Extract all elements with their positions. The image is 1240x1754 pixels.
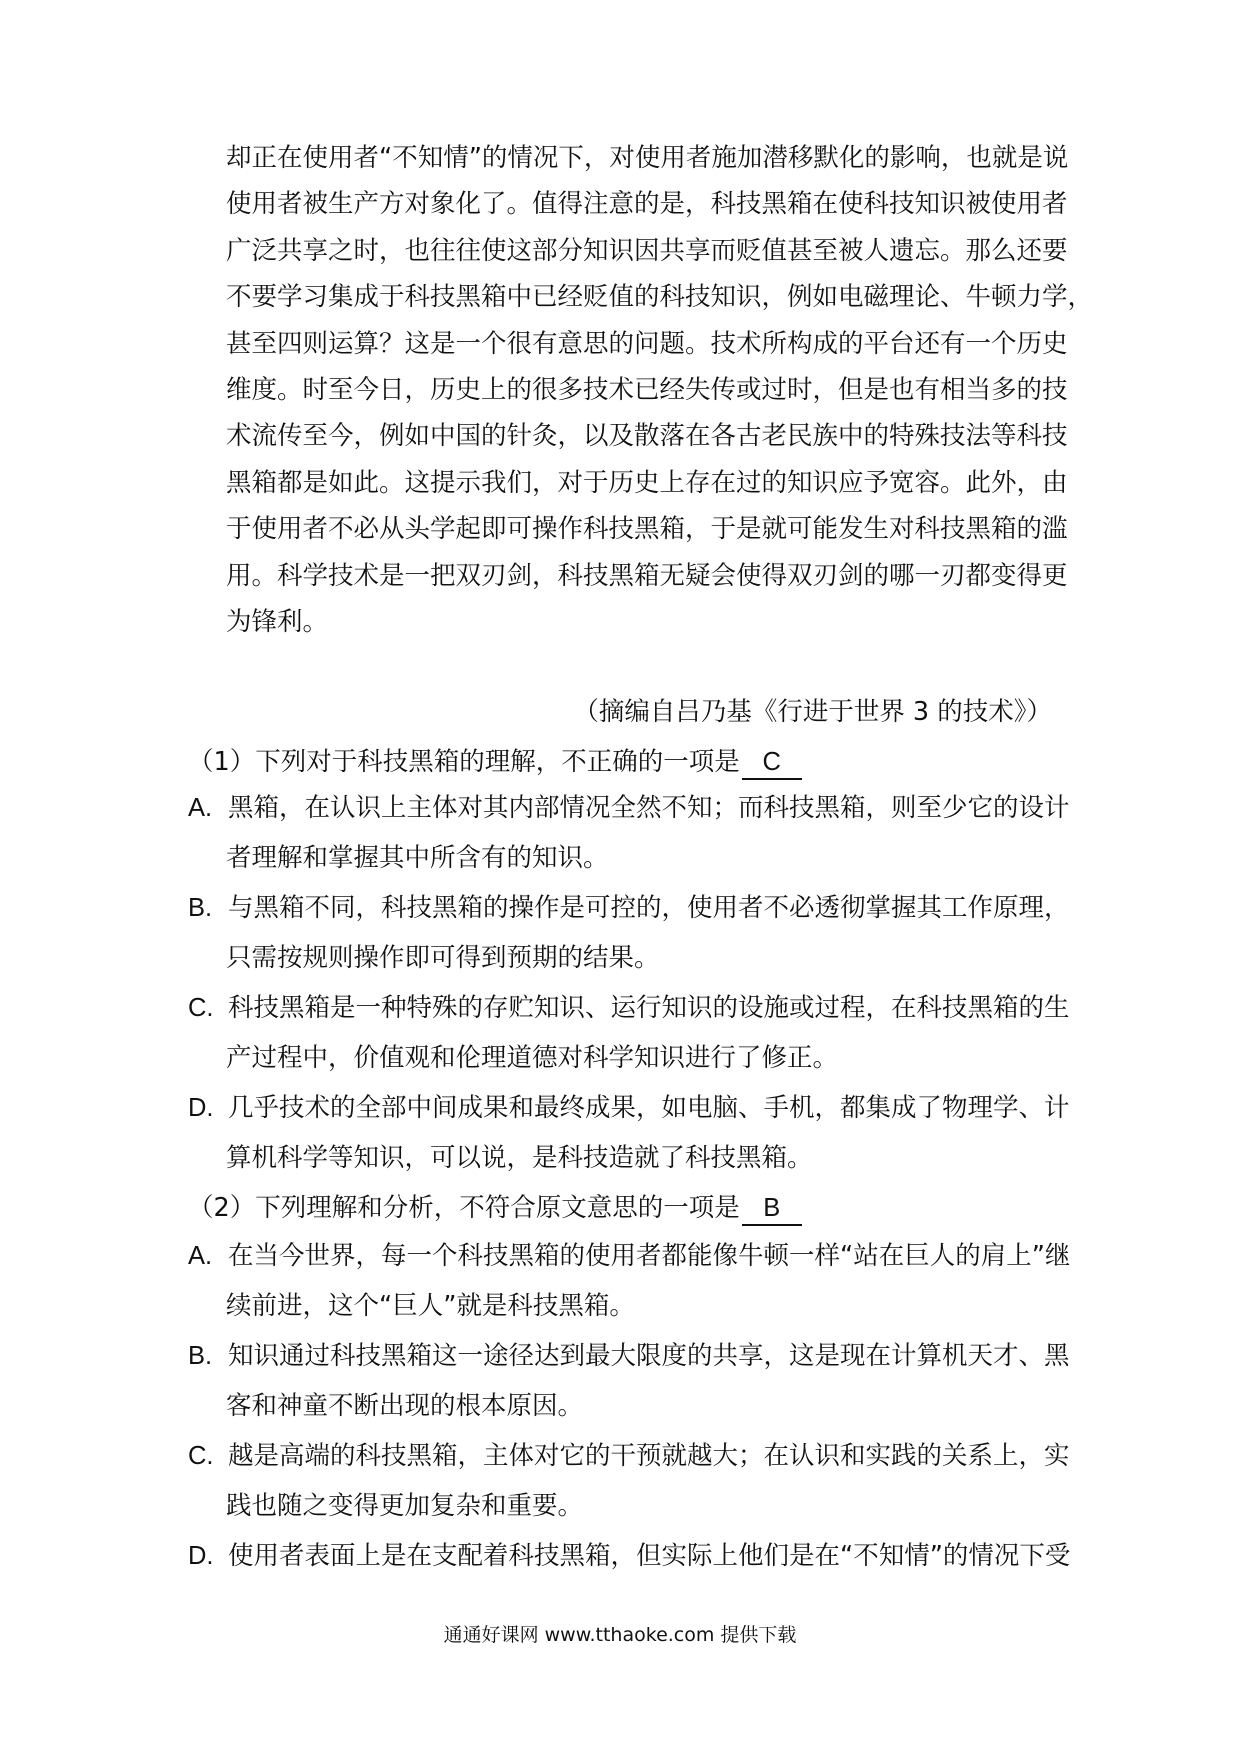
option-row	[188, 1436, 1070, 1476]
option-row	[188, 988, 1070, 1028]
option-text: 科技黑箱是一种特殊的存贮知识、运行知识的设施或过程，在科技黑箱的生	[228, 993, 1070, 1023]
option-text: 黑箱，在认识上主体对其内部情况全然不知；而科技黑箱，则至少它的设计	[228, 793, 1070, 823]
option-letter: B.	[188, 1342, 213, 1370]
option-row	[188, 788, 1070, 828]
question-stem-text: （2）下列理解和分析，不符合原文意思的一项是	[188, 1193, 740, 1223]
option-continuation: 者理解和掌握其中所含有的知识。	[226, 843, 609, 873]
question-1-stem	[188, 742, 802, 782]
option-text: 几乎技术的全部中间成果和最终成果，如电脑、手机，都集成了物理学、计	[228, 1093, 1070, 1123]
option-row	[188, 1536, 1070, 1576]
option-letter: C.	[188, 1442, 214, 1470]
option-row	[188, 888, 1070, 928]
passage-line: 用。科学技术是一把双刃剑，科技黑箱无疑会使得双刃剑的哪一刃都变得更	[226, 560, 1068, 591]
option-row	[188, 1236, 1070, 1276]
source-citation: （摘编自吕乃基《行进于世界 3 的技术》）	[573, 697, 1052, 727]
option-text: 与黑箱不同，科技黑箱的操作是可控的，使用者不必透彻掌握其工作原理，	[228, 893, 1070, 923]
passage-line: 使用者被生产方对象化了。值得注意的是，科技黑箱在使科技知识被使用者	[226, 189, 1068, 220]
passage-line: 为锋利。	[226, 607, 329, 637]
passage-line: 甚至四则运算？这是一个很有意思的问题。技术所构成的平台还有一个历史	[226, 328, 1068, 359]
passage-line: 于使用者不必从头学起即可操作科技黑箱，于是就可能发生对科技黑箱的滥	[226, 514, 1068, 545]
question-stem-text: （1）下列对于科技黑箱的理解，不正确的一项是	[188, 747, 740, 777]
option-letter: C.	[188, 994, 214, 1022]
option-text: 知识通过科技黑箱这一途径达到最大限度的共享，这是现在计算机天才、黑	[228, 1341, 1070, 1371]
passage-line: 术流传至今，例如中国的针灸，以及散落在各古老民族中的特殊技法等科技	[226, 421, 1068, 452]
option-continuation: 客和神童不断出现的根本原因。	[226, 1391, 584, 1421]
option-continuation: 践也随之变得更加复杂和重要。	[226, 1491, 584, 1521]
answer-blank: C	[742, 746, 802, 780]
option-continuation: 产过程中，价值观和伦理道德对科学知识进行了修正。	[226, 1043, 839, 1073]
option-text: 使用者表面上是在支配着科技黑箱，但实际上他们是在“不知情”的情况下受	[228, 1541, 1071, 1571]
option-continuation: 只需按规则操作即可得到预期的结果。	[226, 943, 660, 973]
option-continuation: 算机科学等知识，可以说，是科技造就了科技黑箱。	[226, 1143, 813, 1173]
option-row	[188, 1088, 1070, 1128]
page-footer: 通通好课网 www.tthaoke.com 提供下载	[443, 1624, 797, 1646]
answer-blank: B	[742, 1192, 802, 1226]
option-letter: B.	[188, 894, 213, 922]
option-row	[188, 1336, 1070, 1376]
passage-line: 不要学习集成于科技黑箱中已经贬值的科技知识，例如电磁理论、牛顿力学，	[226, 282, 1094, 313]
option-text: 越是高端的科技黑箱，主体对它的干预就越大；在认识和实践的关系上，实	[228, 1441, 1070, 1471]
option-letter: D.	[188, 1542, 214, 1570]
passage-line: 维度。时至今日，历史上的很多技术已经失传或过时，但是也有相当多的技	[226, 375, 1068, 405]
option-text: 在当今世界，每一个科技黑箱的使用者都能像牛顿一样“站在巨人的肩上”继	[228, 1241, 1071, 1271]
passage-line: 黑箱都是如此。这提示我们，对于历史上存在过的知识应予宽容。此外，由	[226, 467, 1068, 498]
option-letter: D.	[188, 1094, 214, 1122]
option-letter: A.	[188, 1242, 213, 1270]
option-letter: A.	[188, 794, 213, 822]
passage-line: 却正在使用者“不知情”的情况下，对使用者施加潜移默化的影响，也就是说	[226, 143, 1069, 173]
option-continuation: 续前进，这个“巨人”就是科技黑箱。	[226, 1291, 635, 1321]
question-2-stem	[188, 1188, 802, 1228]
passage-line: 广泛共享之时，也往往使这部分知识因共享而贬值甚至被人遗忘。那么还要	[226, 235, 1068, 266]
